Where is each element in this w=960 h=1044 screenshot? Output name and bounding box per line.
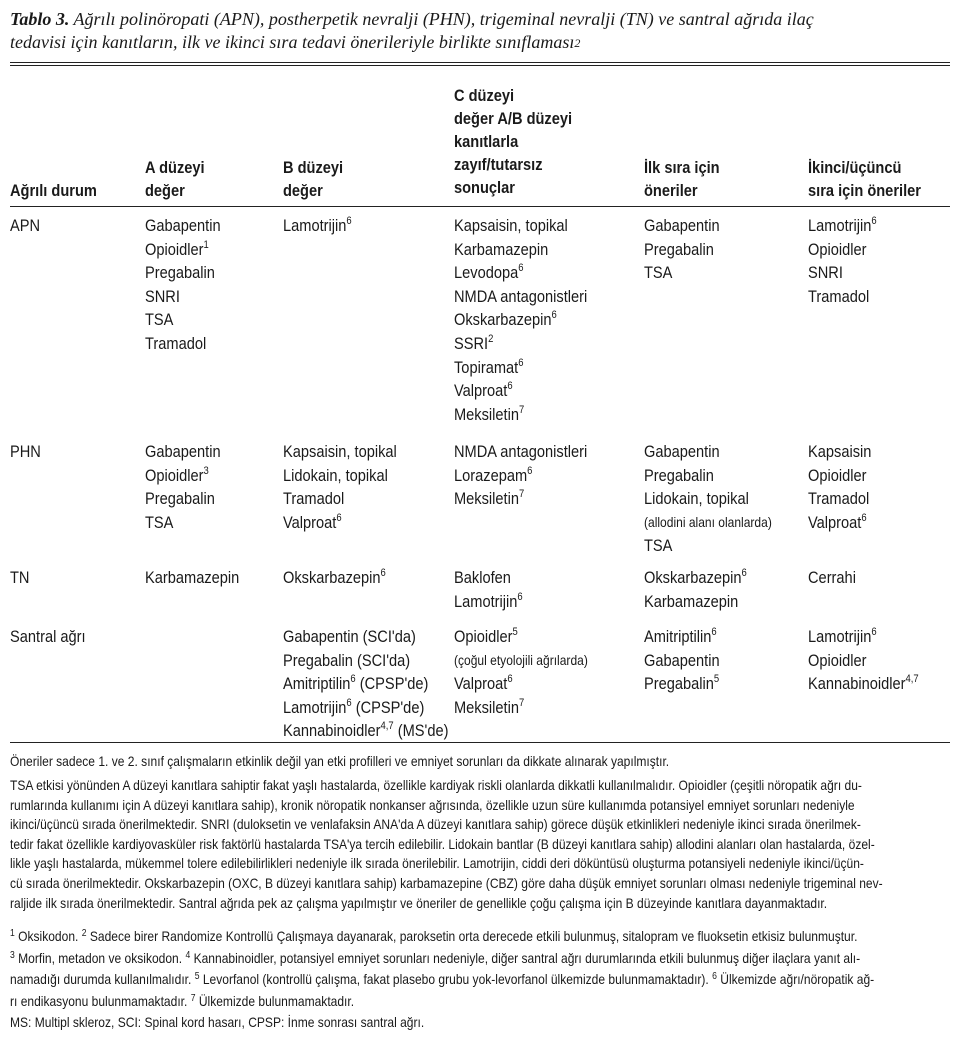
cell-line <box>454 308 587 332</box>
reference-marker: 6 <box>346 696 352 709</box>
cell-line <box>808 440 871 464</box>
cell-line <box>454 440 587 464</box>
cell-line <box>808 214 877 238</box>
fn2-text: Sadece birer Randomize Kontrollü Çalışmaya dayanarak, paroksetin orta derecede etkili bulunmuş, sitalopram ve fluoksetin etkisiz bulunmuştur. <box>86 928 858 944</box>
drug-name: Gabapentin <box>644 442 720 461</box>
cell-line <box>145 464 221 488</box>
drug-name: Pregabalin (SCI'da) <box>283 650 411 670</box>
drug-name: Gabapentin <box>145 216 221 235</box>
notes-n2-line: tedir fakat özellikle kardiyovasküler risk faktörlü hastalarda TSA'ya tercih edilebilir. Lidokain bantlar (B düzeyi kanıtlara sahip) allodini alanları olan hastalarda, özel- <box>10 835 875 852</box>
drug-name: Opioidler <box>808 650 867 670</box>
drug-name: Kannabinoidler <box>808 674 906 694</box>
cell-line <box>10 440 41 464</box>
notes-n2-line: ikinci/üçüncü sırada önerilmektedir. SNRI (duloksetin ve venlafaksin ANA'da A düzeyi kanıtlara sahip) görece düşük etkinlikleri nedeniyle ikinci sırada önerilmek- <box>10 816 861 833</box>
headers-level_b-line: B düzeyi <box>283 158 344 177</box>
cell-level-c <box>454 566 534 613</box>
cell-line <box>283 464 397 488</box>
cell-condition <box>10 566 33 590</box>
cell-line <box>644 672 720 696</box>
cell-line <box>644 440 772 464</box>
drug-name: Okskarbazepin <box>283 568 381 587</box>
headers-level_c-line: kanıtlarla <box>454 132 519 151</box>
headers-level_c-line: sonuçlar <box>454 178 515 197</box>
cell-line <box>808 464 871 488</box>
notes-n2-line: cü sırada önerilmektedir. Okskarbazepin (OXC, B düzeyi kanıtlara sahip) karbamazepine (CBZ) göre daha düşük emniyet sorunları olması nedeniyle trigeminal nev- <box>10 874 883 891</box>
cell-line <box>644 566 747 590</box>
cell-line <box>10 566 29 590</box>
drug-name: Lidokain, topikal <box>283 465 388 485</box>
reference-marker: 6 <box>518 356 524 369</box>
drug-name: SNRI <box>808 263 843 283</box>
drug-name: SNRI <box>145 286 180 306</box>
drug-name: Gabapentin <box>644 216 720 235</box>
drug-name: Kapsaisin, topikal <box>454 216 568 235</box>
cell-line <box>10 625 86 649</box>
cell-line <box>808 649 919 673</box>
drug-name: Valproat <box>283 512 337 532</box>
drug-name: Levodopa <box>454 263 519 283</box>
cell-level-a <box>145 440 233 534</box>
drug-name: PHN <box>10 442 41 461</box>
drug-name: TSA <box>644 536 673 556</box>
cell-line <box>454 464 587 488</box>
cell-line <box>145 487 221 511</box>
cell-condition <box>10 625 98 649</box>
cell-level-b <box>283 566 403 590</box>
cell-line <box>808 487 871 511</box>
reference-marker: 6 <box>336 511 342 524</box>
reference-marker: 4,7 <box>380 720 394 733</box>
cell-first-line <box>644 440 793 558</box>
notes-n2-line: likle yaşlı hastalarda, mükemmel tolere edilebilirlikleri nedeniyle ilk sırada önerilebilir. Lamotrijin, ciddi deri döküntüsü oluşturma potansiyeli nedeniyle ikinci/üçün- <box>10 855 864 872</box>
reference-marker: 7 <box>519 696 525 709</box>
cell-condition <box>10 440 46 464</box>
fn7-marker: 7 <box>190 992 196 1004</box>
reference-marker: 6 <box>518 262 524 275</box>
reference-marker: 6 <box>507 673 513 686</box>
drug-name: TSA <box>145 310 174 330</box>
drug-name: TSA <box>145 512 174 532</box>
fn3-text: Morfin, metadon ve oksikodon. <box>14 949 186 966</box>
headers-level_a-line: A düzeyi <box>145 158 205 177</box>
drug-name: Tramadol <box>808 489 870 509</box>
cell-second-line <box>808 625 937 696</box>
reference-marker: 6 <box>741 567 747 579</box>
cell-level-c <box>454 214 609 426</box>
reference-marker: 1 <box>203 238 209 251</box>
headers-level_c-line: zayıf/tutarsız <box>454 155 543 174</box>
fn6-text-2: rı endikasyonu bulunmamaktadır. <box>10 992 191 1009</box>
reference-marker: 6 <box>527 464 533 477</box>
qualifier: (MS'de) <box>393 721 449 741</box>
drug-name: Karbamazepin <box>454 239 549 259</box>
drug-name: Valproat <box>454 674 508 694</box>
cell-line <box>454 590 523 614</box>
cell-second-line <box>808 440 882 534</box>
drug-name: (çoğul etyolojili ağrılarda) <box>454 651 588 668</box>
caption-text: Ağrılı polinöropati (APN), postherpetik nevralji (PHN), trigeminal nevralji (TN) ve santral ağrıda ilaç <box>69 9 814 29</box>
header-level-c <box>454 84 591 199</box>
caption-text-2: tedavisi için kanıtların, ilk ve ikinci sıra tedavi önerileriyle birlikte sınıflaması <box>10 32 575 52</box>
fn1-text: Oksikodon. <box>14 928 82 944</box>
drug-name: Tramadol <box>808 286 870 306</box>
headers-condition-line: Ağrılı durum <box>10 181 97 200</box>
fn4-text: Kannabinoidler, potansiyel emniyet sorunları nedeniyle, diğer santral ağrı durumlarında etkili bulunmuş diğer ilaçlara yanıt alı- <box>190 949 861 966</box>
cell-line <box>283 511 397 535</box>
cell-line <box>145 308 221 332</box>
reference-marker: 6 <box>551 309 557 322</box>
drug-name: Pregabalin <box>644 465 714 485</box>
headers-first_line-line: öneriler <box>644 181 698 200</box>
note-general <box>10 752 950 772</box>
drug-name: Lamotrijin <box>454 591 518 611</box>
cell-line <box>454 285 587 309</box>
cell-level-a <box>145 214 233 356</box>
notes-n1-line: Öneriler sadece 1. ve 2. sınıf çalışmaların etkinlik değil yan etki profilleri ve emniyet sorunları da dikkate alınarak yapılmıştır. <box>10 753 670 769</box>
cell-line <box>454 487 587 511</box>
cell-line <box>283 214 352 238</box>
cell-level-a <box>145 566 255 590</box>
drug-name: Valproat <box>454 381 508 401</box>
drug-name: Meksiletin <box>454 697 520 717</box>
drug-name: Kapsaisin, topikal <box>283 442 397 461</box>
reference-marker: 6 <box>350 673 356 686</box>
cell-line <box>145 566 239 590</box>
cell-line <box>644 238 720 262</box>
cell-line <box>283 440 397 464</box>
header-level-b <box>283 156 353 202</box>
headers-second_line-line: İkinci/üçüncü <box>808 158 902 177</box>
drug-name: Opioidler <box>808 239 867 259</box>
fn7-text: Ülkemizde bulunmamaktadır. <box>195 992 355 1009</box>
qualifier: (CPSP'de) <box>355 674 429 694</box>
cell-line <box>454 261 587 285</box>
drug-name: Amitriptilin <box>283 674 351 694</box>
cell-line <box>644 649 720 673</box>
drug-name: Lamotrijin <box>283 216 347 235</box>
drug-name: Santral ağrı <box>10 627 86 646</box>
reference-marker: 7 <box>519 488 525 501</box>
reference-marker: 6 <box>711 626 717 638</box>
drug-name: TSA <box>644 263 673 283</box>
fn2-marker: 2 <box>81 928 87 939</box>
cell-line <box>454 238 587 262</box>
cell-line <box>644 625 720 649</box>
drug-name: SSRI <box>454 333 489 353</box>
drug-name: Cerrahi <box>808 568 856 587</box>
cell-level-b <box>283 214 363 238</box>
cell-level-b <box>283 625 475 743</box>
reference-marker: 3 <box>203 464 209 477</box>
reference-marker: 6 <box>871 626 877 638</box>
drug-name: Pregabalin <box>644 674 714 694</box>
cell-line <box>145 285 221 309</box>
drug-name: Meksiletin <box>454 489 520 509</box>
drug-name: Opioidler <box>145 239 204 259</box>
reference-marker: 5 <box>713 673 720 686</box>
drug-name: Baklofen <box>454 568 511 587</box>
drug-name: TN <box>10 568 30 587</box>
cell-line <box>454 332 587 356</box>
cell-line <box>644 487 772 511</box>
header-level-a <box>145 156 214 202</box>
fn6-marker: 6 <box>712 971 717 983</box>
cell-line <box>644 590 747 614</box>
cell-line <box>644 214 720 238</box>
cell-line <box>644 261 720 285</box>
reference-marker: 2 <box>488 332 494 345</box>
drug-name: Meksiletin <box>454 404 520 424</box>
headers-level_c-line: C düzeyi <box>454 86 515 105</box>
cell-line <box>283 672 448 696</box>
cell-line <box>454 214 587 238</box>
table-top-rule <box>10 62 950 63</box>
fn5-text: Levorfanol (kontrollü çalışma, fakat plasebo grubu yok-levorfanol ülkemizde bulunmamaktadır). <box>199 971 713 988</box>
drug-name: Gabapentin <box>644 650 720 670</box>
cell-level-c <box>454 625 610 719</box>
cell-line <box>283 649 448 673</box>
cell-second-line <box>808 214 888 308</box>
cell-line <box>145 214 221 238</box>
cell-line <box>454 356 587 380</box>
drug-name: Pregabalin <box>145 263 215 283</box>
cell-line <box>454 403 587 427</box>
header-rule <box>10 206 950 207</box>
cell-line <box>808 261 877 285</box>
caption-label: Tablo 3. <box>10 9 70 29</box>
reference-marker: 4,7 <box>905 673 919 686</box>
cell-line <box>454 649 588 673</box>
drug-name: NMDA antagonistleri <box>454 286 588 306</box>
reference-marker: 6 <box>861 511 867 524</box>
drug-name: Tramadol <box>145 333 207 353</box>
drug-name: Kapsaisin <box>808 442 872 461</box>
drug-name: Pregabalin <box>145 489 215 509</box>
drug-name: Tramadol <box>283 489 345 509</box>
reference-marker: 6 <box>380 567 386 579</box>
drug-name: Opioidler <box>145 465 204 485</box>
fn1-marker: 1 <box>10 928 15 939</box>
drug-name: Lamotrijin <box>808 216 872 235</box>
cell-line <box>644 511 772 535</box>
drug-name: APN <box>10 216 41 235</box>
cell-level-c <box>454 440 609 511</box>
note-explanation <box>10 776 950 913</box>
reference-marker: 6 <box>517 590 523 603</box>
cell-line <box>808 238 877 262</box>
fn4-marker: 4 <box>185 949 191 961</box>
cell-line <box>283 719 448 743</box>
fn3-marker: 3 <box>10 949 15 961</box>
reference-marker: 6 <box>346 215 352 227</box>
cell-line <box>10 214 40 238</box>
drug-name: Okskarbazepin <box>454 310 552 330</box>
header-condition <box>10 179 111 202</box>
cell-line <box>145 332 221 356</box>
qualifier: (CPSP'de) <box>351 697 425 717</box>
reference-marker: 7 <box>519 403 525 416</box>
abbreviations: MS: Multipl skleroz, SCI: Spinal kord hasarı, CPSP: İnme sonrası santral ağrı. <box>10 1014 425 1031</box>
cell-level-b <box>283 440 415 534</box>
cell-line <box>283 487 397 511</box>
cell-line <box>283 696 448 720</box>
drug-name: Opioidler <box>454 627 513 646</box>
table-top-rule-2 <box>10 65 950 66</box>
drug-name: NMDA antagonistleri <box>454 442 588 461</box>
cell-first-line <box>644 214 732 285</box>
header-first-line <box>644 156 732 202</box>
drug-name: Topiramat <box>454 357 519 377</box>
drug-name: Lamotrijin <box>808 627 872 646</box>
cell-line <box>644 534 772 558</box>
drug-name: Opioidler <box>808 465 867 485</box>
cell-line <box>808 672 919 696</box>
fn6-text: Ülkemizde ağrı/nöropatik ağ- <box>716 971 875 988</box>
reference-marker: 6 <box>507 380 513 393</box>
drug-name: Gabapentin (SCI'da) <box>283 627 416 646</box>
headers-level_a-line: değer <box>145 181 185 200</box>
caption-ref: 2 <box>574 36 581 50</box>
reference-marker: 5 <box>512 626 518 638</box>
cell-line <box>145 261 221 285</box>
drug-name: Pregabalin <box>644 239 714 259</box>
drug-name: Lorazepam <box>454 465 528 485</box>
drug-name: (allodini alanı olanlarda) <box>644 513 772 530</box>
drug-name: Lidokain, topikal <box>644 489 749 509</box>
cell-line <box>454 696 588 720</box>
cell-line <box>644 464 772 488</box>
cell-first-line <box>644 566 764 613</box>
table-caption <box>10 8 950 54</box>
headers-level_b-line: değer <box>283 181 323 200</box>
table-bottom-rule <box>10 742 950 743</box>
notes-n2-line: TSA etkisi yönünden A düzeyi kanıtlara sahiptir fakat yaşlı hastalarda, özellikle kardiyak riskli olanlarda dikkatli kullanılmalıdır. Opioidler (çeşitli nöropatik ağrı du- <box>10 777 862 793</box>
drug-name: Karbamazepin <box>644 591 739 611</box>
cell-line <box>145 511 221 535</box>
footnotes <box>10 927 950 1033</box>
cell-first-line <box>644 625 732 696</box>
cell-line <box>454 672 588 696</box>
cell-line <box>454 379 587 403</box>
fn5-marker: 5 <box>194 971 200 983</box>
cell-line <box>145 238 221 262</box>
drug-name: Karbamazepin <box>145 568 240 587</box>
cell-line <box>145 440 221 464</box>
drug-name: Kannabinoidler <box>283 721 381 741</box>
cell-line <box>808 625 919 649</box>
drug-name: Amitriptilin <box>644 627 712 646</box>
cell-line <box>808 511 871 535</box>
headers-first_line-line: İlk sıra için <box>644 158 720 177</box>
cell-second-line <box>808 566 864 590</box>
cell-line <box>454 625 588 649</box>
notes-n2-line: rumlarında kullanımı için A düzeyi kanıtlara sahip), kronik nöropatik nonkanser ağrısında, özellikle uzun süre kullanımda potansiyel emniyet sorunları nedeniyle <box>10 796 855 813</box>
headers-level_c-line: değer A/B düzeyi <box>454 109 573 128</box>
cell-line <box>808 566 856 590</box>
cell-line <box>454 566 523 590</box>
notes-n2-line: raljide ilk sırada önerilmektedir. Santral ağrıda pek az çalışma yapılmıştır ve öneriler de genellikle çoğu çalışma için B düzeyinde kanıtlara dayanmaktadır. <box>10 894 828 911</box>
cell-line <box>283 566 386 590</box>
header-second-line <box>808 156 939 202</box>
fn4-text-2: namadığı durumda kullanılmalıdır. <box>10 971 195 988</box>
drug-name: Valproat <box>808 512 862 532</box>
drug-name: Gabapentin <box>145 442 221 461</box>
drug-name: Lamotrijin <box>283 697 347 717</box>
drug-name: Okskarbazepin <box>644 568 742 587</box>
cell-line <box>808 285 877 309</box>
cell-condition <box>10 214 45 238</box>
reference-marker: 6 <box>871 215 877 227</box>
headers-second_line-line: sıra için öneriler <box>808 181 921 200</box>
cell-line <box>283 625 448 649</box>
